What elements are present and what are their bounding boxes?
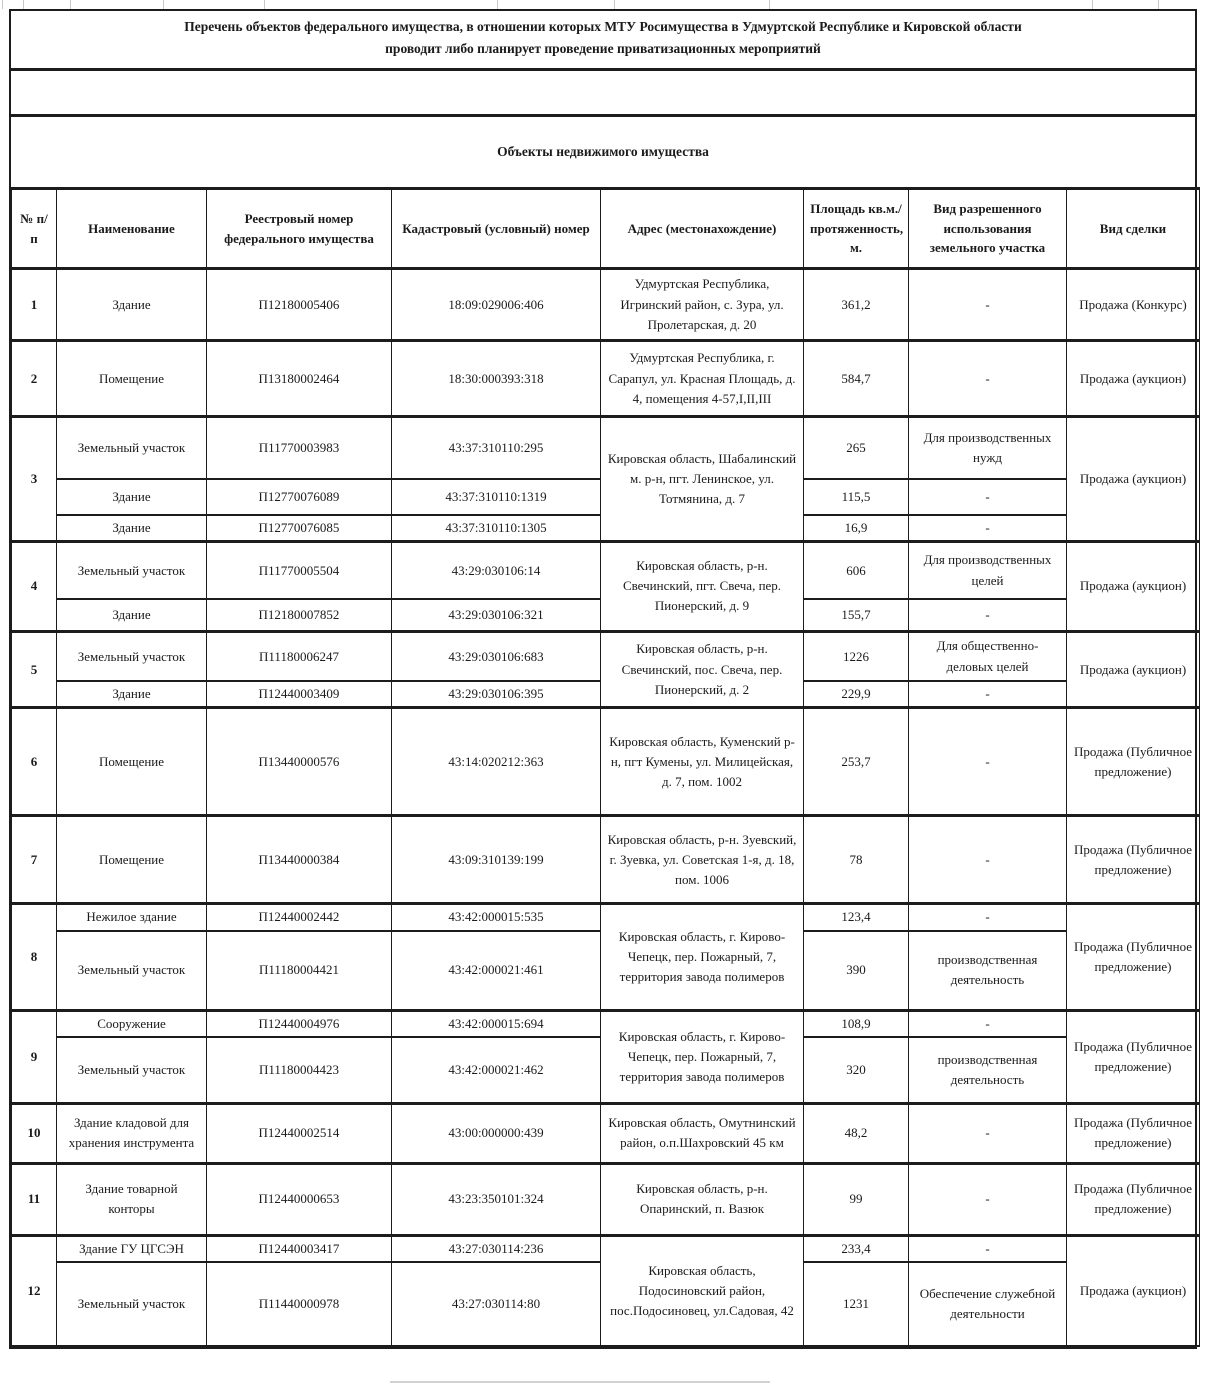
cell-object-name: Земельный участок [57,541,207,599]
cell-cadastral-number: 43:29:030106:321 [392,599,601,631]
grid-tick [23,0,24,9]
cell-address: Кировская область, Омутнинский район, о.п.Шахровский 45 км [601,1103,804,1163]
grid-tick [769,0,770,9]
cell-object-name: Здание [57,515,207,542]
column-header: Кадастровый (условный) номер [392,189,601,269]
cell-registry-number: П12440002442 [207,904,392,931]
cell-area: 361,2 [804,269,909,341]
cell-area: 48,2 [804,1103,909,1163]
column-header: Адрес (местонахождение) [601,189,804,269]
cell-deal-type: Продажа (Публичное предложение) [1067,708,1200,816]
grid-tick [1092,0,1093,9]
cell-deal-type: Продажа (аукцион) [1067,1235,1200,1346]
cell-cadastral-number: 18:09:029006:406 [392,269,601,341]
table-row [12,341,1200,417]
cell-cadastral-number: 18:30:000393:318 [392,341,601,417]
cell-object-name: Помещение [57,341,207,417]
cell-cadastral-number: 43:14:020212:363 [392,708,601,816]
cell-address: Кировская область, Подосиновский район, пос.Подосиновец, ул.Садовая, 42 [601,1235,804,1346]
cell-registry-number: П12440000653 [207,1163,392,1235]
cell-registry-number: П11770003983 [207,417,392,479]
cell-deal-type: Продажа (аукцион) [1067,541,1200,631]
cell-area: 320 [804,1037,909,1103]
cell-deal-type: Продажа (Публичное предложение) [1067,904,1200,1011]
document-title-line-2: проводит либо планирует проведение приватизационных мероприятий [385,40,821,56]
cell-object-name: Здание [57,599,207,631]
cell-deal-type: Продажа (аукцион) [1067,631,1200,708]
cell-area: 584,7 [804,341,909,417]
cell-object-name: Здание [57,479,207,515]
table-body [12,269,1200,1346]
cell-area: 1226 [804,631,909,681]
row-number: 10 [12,1103,57,1163]
cell-cadastral-number: 43:42:000015:694 [392,1011,601,1038]
table-row [12,816,1200,904]
cell-cadastral-number: 43:29:030106:14 [392,541,601,599]
cell-cadastral-number: 43:23:350101:324 [392,1163,601,1235]
cell-address: Удмуртская Республика, Игринский район, с. Зура, ул. Пролетарская, д. 20 [601,269,804,341]
table-header-row [12,189,1200,269]
cell-object-name: Помещение [57,708,207,816]
cell-registry-number: П12440003409 [207,681,392,708]
cell-object-name: Сооружение [57,1011,207,1038]
table-row [12,541,1200,599]
cell-deal-type: Продажа (аукцион) [1067,341,1200,417]
cell-registry-number: П12770076085 [207,515,392,542]
cell-area: 155,7 [804,599,909,631]
row-number: 11 [12,1163,57,1235]
cell-address: Кировская область, р-н. Свечинский, пос. Свеча, пер. Пионерский, д. 2 [601,631,804,708]
cell-registry-number: П12770076089 [207,479,392,515]
cell-land-use: производственная деятельность [909,1037,1067,1103]
row-number: 4 [12,541,57,631]
cell-land-use: - [909,1235,1067,1262]
row-number: 2 [12,341,57,417]
cell-land-use: - [909,269,1067,341]
cell-area: 265 [804,417,909,479]
row-number: 1 [12,269,57,341]
cell-cadastral-number: 43:42:000021:462 [392,1037,601,1103]
document-title [11,11,1195,71]
spreadsheet-grid-remnant-bottom [390,1381,770,1383]
cell-address: Кировская область, Шабалинский м. р-н, пгт. Ленинское, ул. Тотмянина, д. 7 [601,417,804,542]
grid-tick [264,0,265,9]
cell-address: Кировская область, р-н. Опаринский, п. Вазюк [601,1163,804,1235]
cell-area: 123,4 [804,904,909,931]
cell-address: Кировская область, г. Кирово-Чепецк, пер. Пожарный, 7, территория завода полимеров [601,1011,804,1104]
spacer-row [11,71,1195,117]
cell-registry-number: П11440000978 [207,1262,392,1346]
cell-address: Кировская область, Куменский р-н, пгт Кумены, ул. Милицейская, д. 7, пом. 1002 [601,708,804,816]
cell-registry-number: П11180004423 [207,1037,392,1103]
cell-cadastral-number: 43:29:030106:395 [392,681,601,708]
cell-land-use: - [909,599,1067,631]
cell-land-use: Для общественно-деловых целей [909,631,1067,681]
cell-area: 253,7 [804,708,909,816]
cell-registry-number: П13440000384 [207,816,392,904]
cell-deal-type: Продажа (Публичное предложение) [1067,1163,1200,1235]
cell-deal-type: Продажа (аукцион) [1067,417,1200,542]
cell-object-name: Помещение [57,816,207,904]
cell-cadastral-number: 43:27:030114:80 [392,1262,601,1346]
document-sheet [9,9,1197,1349]
section-title: Объекты недвижимого имущества [497,144,709,160]
cell-area: 233,4 [804,1235,909,1262]
cell-area: 99 [804,1163,909,1235]
cell-land-use: - [909,1103,1067,1163]
cell-registry-number: П13180002464 [207,341,392,417]
table-row [12,1163,1200,1235]
cell-land-use: Для производственных целей [909,541,1067,599]
cell-area: 78 [804,816,909,904]
cell-land-use: - [909,904,1067,931]
table-row [12,269,1200,341]
cell-area: 229,9 [804,681,909,708]
grid-tick [497,0,498,9]
grid-tick [70,0,71,9]
cell-land-use: - [909,515,1067,542]
cell-area: 1231 [804,1262,909,1346]
row-number: 7 [12,816,57,904]
column-header: Вид разрешенного использования земельного участка [909,189,1067,269]
cell-object-name: Земельный участок [57,931,207,1011]
cell-area: 108,9 [804,1011,909,1038]
row-number: 12 [12,1235,57,1346]
cell-cadastral-number: 43:29:030106:683 [392,631,601,681]
cell-land-use: Для производственных нужд [909,417,1067,479]
cell-registry-number: П11180004421 [207,931,392,1011]
cell-cadastral-number: 43:00:000000:439 [392,1103,601,1163]
spreadsheet-grid-remnant-top [0,0,1206,9]
cell-cadastral-number: 43:37:310110:1305 [392,515,601,542]
cell-area: 115,5 [804,479,909,515]
table-row [12,1011,1200,1038]
cell-registry-number: П12440004976 [207,1011,392,1038]
cell-cadastral-number: 43:37:310110:295 [392,417,601,479]
cell-deal-type: Продажа (Конкурс) [1067,269,1200,341]
cell-object-name: Нежилое здание [57,904,207,931]
cell-object-name: Здание [57,681,207,708]
cell-object-name: Земельный участок [57,1037,207,1103]
column-header: Площадь кв.м./ протяженность, м. [804,189,909,269]
cell-object-name: Здание товарной конторы [57,1163,207,1235]
cell-object-name: Земельный участок [57,631,207,681]
table-row [12,1235,1200,1262]
property-table [11,187,1200,1347]
cell-cadastral-number: 43:27:030114:236 [392,1235,601,1262]
cell-cadastral-number: 43:37:310110:1319 [392,479,601,515]
cell-area: 606 [804,541,909,599]
cell-land-use: - [909,816,1067,904]
cell-land-use: - [909,708,1067,816]
grid-tick [2,0,3,9]
column-header: Наименование [57,189,207,269]
cell-address: Кировская область, р-н. Свечинский, пгт. Свеча, пер. Пионерский, д. 9 [601,541,804,631]
cell-cadastral-number: 43:09:310139:199 [392,816,601,904]
table-row [12,1103,1200,1163]
cell-registry-number: П13440000576 [207,708,392,816]
row-number: 9 [12,1011,57,1104]
table-row [12,417,1200,479]
cell-registry-number: П11770005504 [207,541,392,599]
cell-land-use: Обеспечение служебной деятельности [909,1262,1067,1346]
cell-land-use: - [909,341,1067,417]
row-number: 3 [12,417,57,542]
cell-cadastral-number: 43:42:000015:535 [392,904,601,931]
column-header: № п/п [12,189,57,269]
cell-land-use: - [909,479,1067,515]
column-header: Вид сделки [1067,189,1200,269]
table-row [12,631,1200,681]
grid-tick [1158,0,1159,9]
cell-land-use: - [909,1163,1067,1235]
document-title-line-1: Перечень объектов федерального имущества, в отношении которых МТУ Росимущества в Удмуртской Республике и Кировской области [184,19,1022,34]
grid-tick [163,0,164,9]
grid-tick [614,0,615,9]
column-header: Реестровый номер федерального имущества [207,189,392,269]
cell-object-name: Земельный участок [57,1262,207,1346]
cell-object-name: Здание [57,269,207,341]
row-number: 6 [12,708,57,816]
cell-address: Кировская область, р-н. Зуевский, г. Зуевка, ул. Советская 1-я, д. 18, пом. 1006 [601,816,804,904]
cell-object-name: Здание ГУ ЦГСЭН [57,1235,207,1262]
cell-cadastral-number: 43:42:000021:461 [392,931,601,1011]
cell-registry-number: П12180007852 [207,599,392,631]
table-row [12,708,1200,816]
cell-deal-type: Продажа (Публичное предложение) [1067,1103,1200,1163]
cell-land-use: производственная деятельность [909,931,1067,1011]
cell-deal-type: Продажа (Публичное предложение) [1067,816,1200,904]
table-row [12,904,1200,931]
cell-registry-number: П12180005406 [207,269,392,341]
cell-address: Удмуртская Республика, г. Сарапул, ул. Красная Площадь, д. 4, помещения 4-57,I,II,III [601,341,804,417]
cell-area: 390 [804,931,909,1011]
cell-land-use: - [909,681,1067,708]
cell-address: Кировская область, г. Кирово-Чепецк, пер. Пожарный, 7, территория завода полимеров [601,904,804,1011]
row-number: 8 [12,904,57,1011]
cell-registry-number: П12440002514 [207,1103,392,1163]
cell-area: 16,9 [804,515,909,542]
cell-object-name: Здание кладовой для хранения инструмента [57,1103,207,1163]
cell-object-name: Земельный участок [57,417,207,479]
row-number: 5 [12,631,57,708]
cell-registry-number: П11180006247 [207,631,392,681]
cell-registry-number: П12440003417 [207,1235,392,1262]
cell-land-use: - [909,1011,1067,1038]
cell-deal-type: Продажа (Публичное предложение) [1067,1011,1200,1104]
